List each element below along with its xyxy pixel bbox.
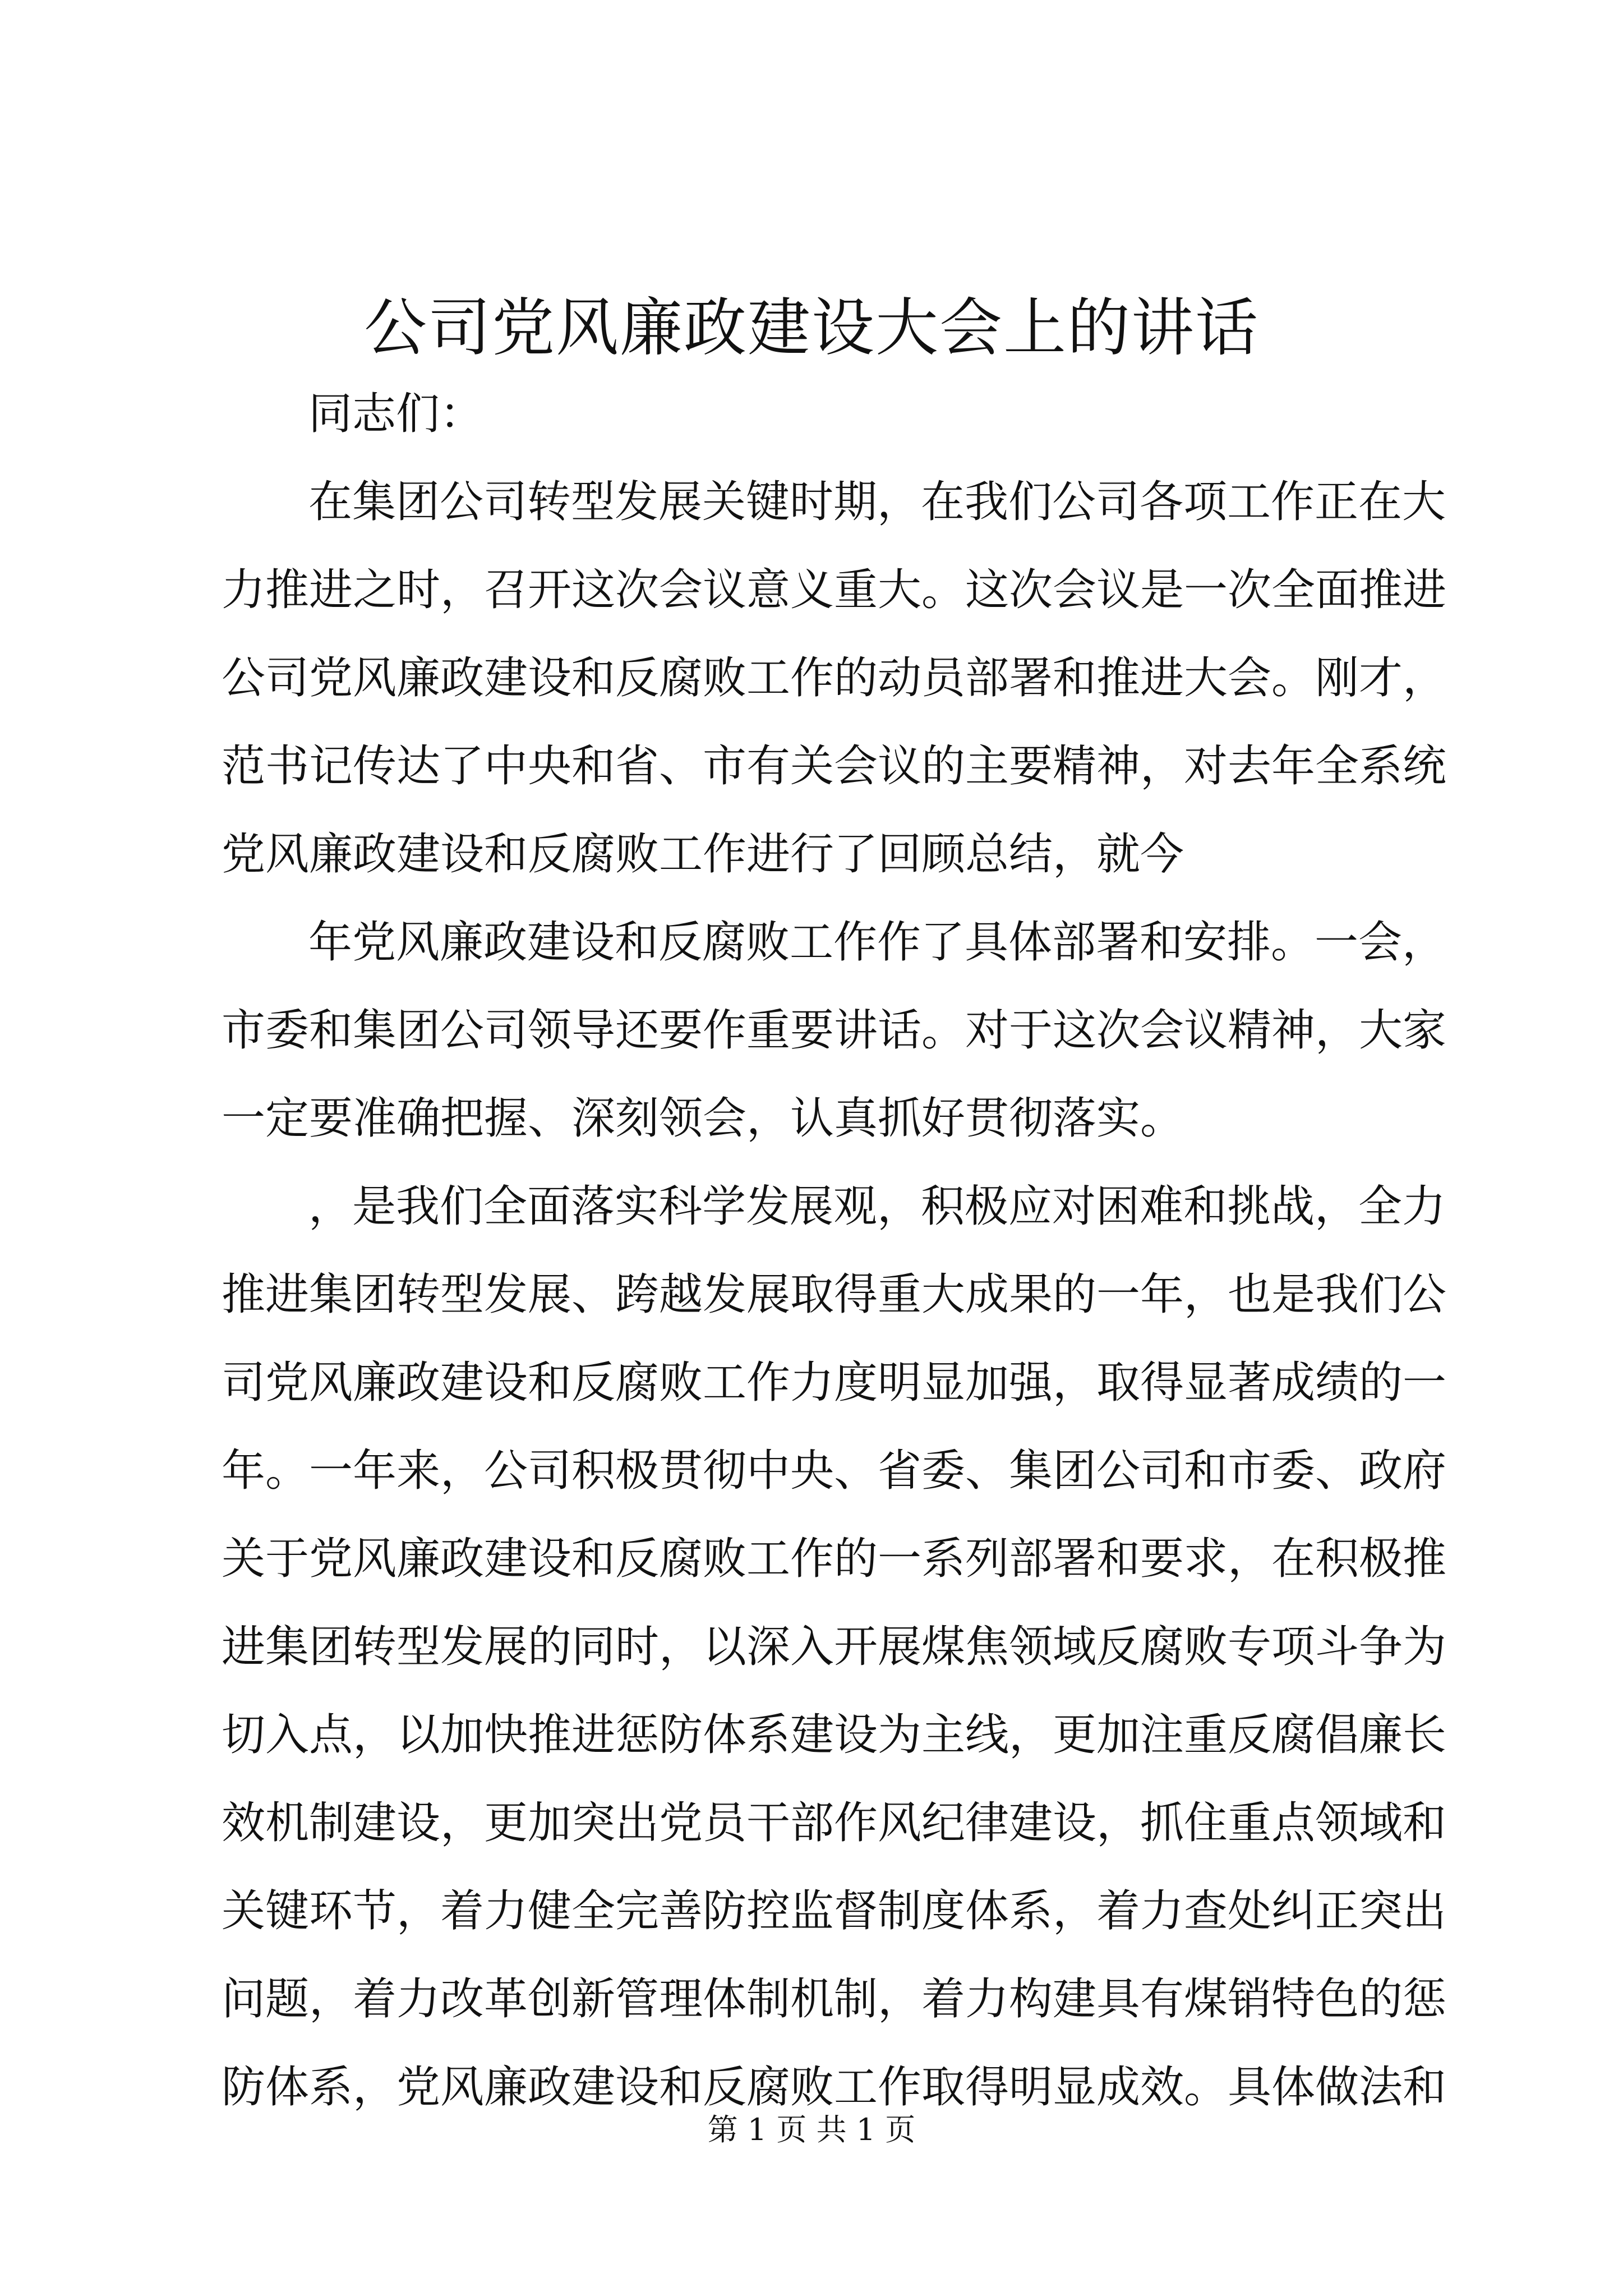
- body-line: 防体系，党风廉政建设和反腐败工作取得明显成效。具体做法和: [222, 2062, 1447, 2113]
- body-line: 关键环节，着力健全完善防控监督制度体系，着力查处纠正突出: [222, 1886, 1447, 1936]
- document-body: [222, 370, 1447, 2132]
- body-line: 关于党风廉政建设和反腐败工作的一系列部署和要求，在积极推: [222, 1534, 1447, 1584]
- body-line: 市委和集团公司领导还要作重要讲话。对于这次会议精神，大家: [222, 1005, 1447, 1056]
- body-line: 年党风廉政建设和反腐败工作作了具体部署和安排。一会，: [308, 917, 1446, 968]
- body-line: 在集团公司转型发展关键时期，在我们公司各项工作正在大: [308, 477, 1446, 527]
- body-line: 推进集团转型发展、跨越发展取得重大成果的一年，也是我们公: [222, 1269, 1447, 1320]
- body-line: 党风廉政建设和反腐败工作进行了回顾总结，就今: [222, 829, 1184, 880]
- body-line: 问题，着力改革创新管理体制机制，着力构建具有煤销特色的惩: [222, 1974, 1447, 2024]
- body-line: 进集团转型发展的同时，以深入开展煤焦领域反腐败专项斗争为: [222, 1622, 1447, 1672]
- body-line: 年。一年来，公司积极贯彻中央、省委、集团公司和市委、政府: [222, 1446, 1447, 1496]
- body-line: ，是我们全面落实科学发展观，积极应对困难和挑战，全力: [308, 1181, 1446, 1232]
- document-title: 公司党风廉政建设大会上的讲话: [364, 292, 1259, 365]
- body-line: 切入点，以加快推进惩防体系建设为主线，更加注重反腐倡廉长: [222, 1710, 1447, 1760]
- body-line: 效机制建设，更加突出党员干部作风纪律建设，抓住重点领域和: [222, 1798, 1447, 1848]
- body-line: 公司党风廉政建设和反腐败工作的动员部署和推进大会。刚才，: [222, 653, 1447, 703]
- body-line: 司党风廉政建设和反腐败工作力度明显加强，取得显著成绩的一: [222, 1358, 1447, 1408]
- body-line: 力推进之时，召开这次会议意义重大。这次会议是一次全面推进: [222, 565, 1447, 615]
- body-line: 同志们：: [308, 389, 484, 439]
- body-line: 一定要准确把握、深刻领会，认真抓好贯彻落实。: [222, 1093, 1184, 1144]
- body-line: 范书记传达了中央和省、市有关会议的主要精神，对去年全系统: [222, 741, 1447, 792]
- page-footer: 第 1 页 共 1 页: [707, 2112, 916, 2147]
